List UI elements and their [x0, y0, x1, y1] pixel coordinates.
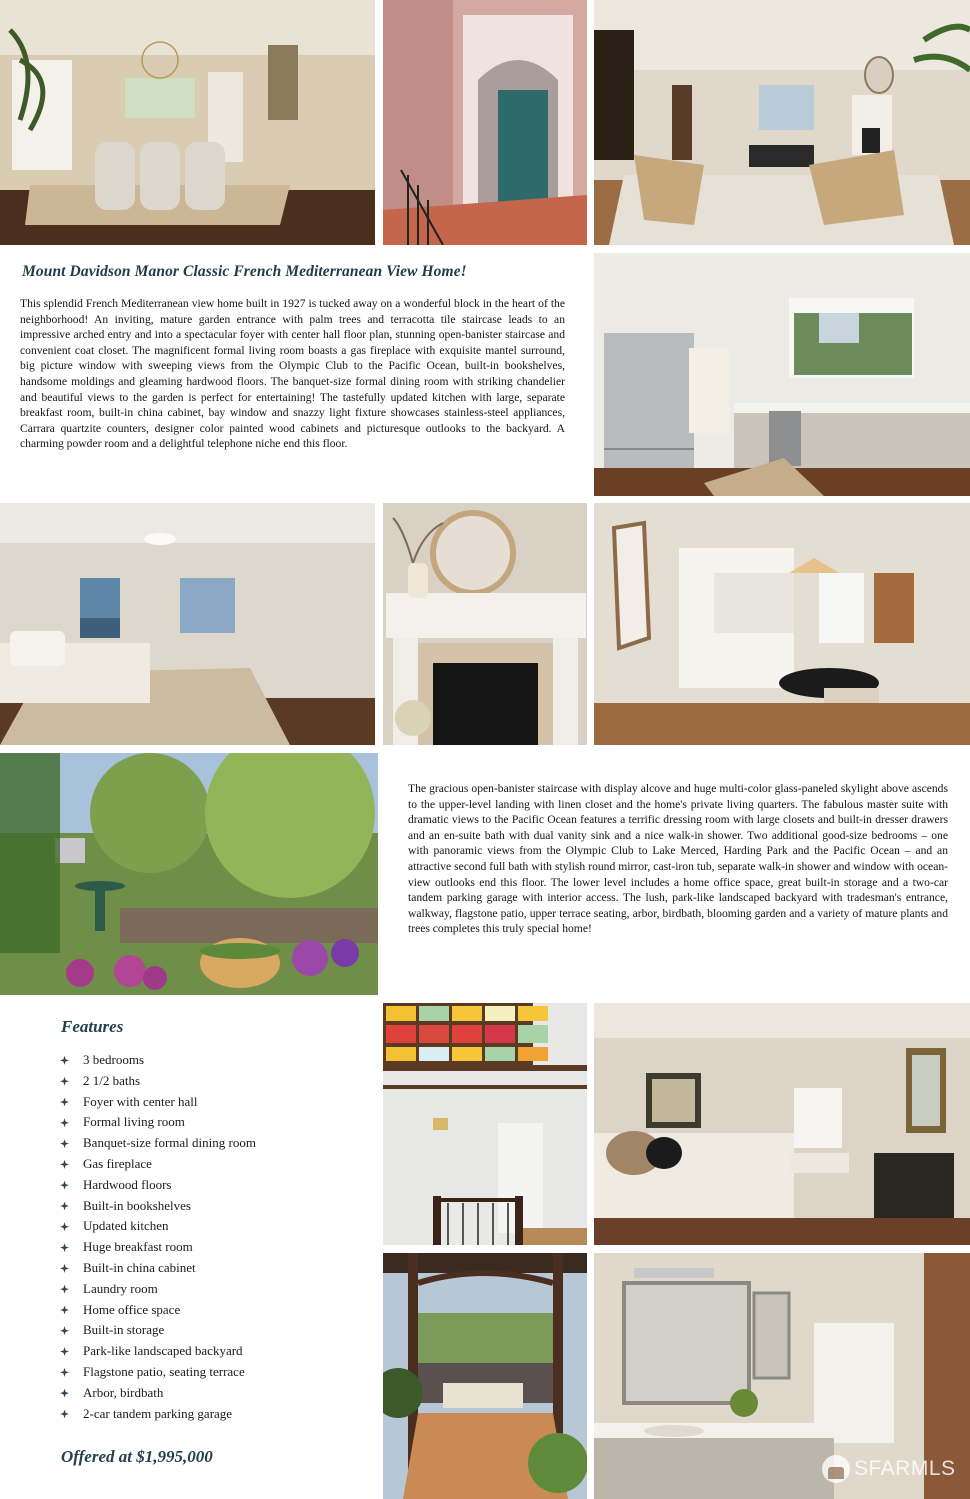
diamond-star-icon [60, 1222, 69, 1231]
diamond-star-icon [60, 1347, 69, 1356]
feature-item: Huge breakfast room [58, 1237, 256, 1258]
feature-item: Built-in china cabinet [58, 1258, 256, 1279]
photo-kitchen [594, 253, 970, 496]
feature-item: 2-car tandem parking garage [58, 1404, 256, 1425]
photo-breakfast-room [594, 503, 970, 745]
diamond-star-icon [60, 1118, 69, 1127]
feature-item: Flagstone patio, seating terrace [58, 1362, 256, 1383]
feature-item: Updated kitchen [58, 1216, 256, 1237]
diamond-star-icon [60, 1368, 69, 1377]
photo-garden [0, 753, 378, 995]
photo-fireplace [383, 503, 587, 745]
feature-item: 2 1/2 baths [58, 1071, 256, 1092]
diamond-star-icon [60, 1160, 69, 1169]
feature-item: Laundry room [58, 1279, 256, 1300]
diamond-star-icon [60, 1139, 69, 1148]
features-heading: Features [61, 1017, 124, 1036]
diamond-star-icon [60, 1285, 69, 1294]
feature-item: Foyer with center hall [58, 1092, 256, 1113]
photo-skylight [383, 1003, 587, 1245]
mls-watermark: SFARMLS [822, 1455, 956, 1483]
diamond-star-icon [60, 1056, 69, 1065]
diamond-star-icon [60, 1409, 69, 1418]
feature-item: Park-like landscaped backyard [58, 1341, 256, 1362]
photo-bedroom-2 [594, 1003, 970, 1245]
diamond-star-icon [60, 1181, 69, 1190]
sfar-logo-icon [822, 1455, 850, 1483]
description-paragraph-2: The gracious open-banister staircase with display alcove and huge multi-color glass-paneled skylight above ascends to the upper-level landing with linen closet and the home's private living quarters. The fabulous master suite with dramatic views to the Pacific Ocean features a terrific dressing room with large closets and built-in dresser drawers and an en-suite bath with dual vanity sink and a nice walk-in shower. Two additional good-size bedrooms – one with panoramic views from the Olympic Club to Lake Merced, Harding Park and the Pacific Ocean – and an attractive second full bath with stylish round mirror, cast-iron tub, separate walk-in shower and window with ocean-view outlooks end this floor. The lower level includes a home office space, great built-in storage and a two-car tandem parking garage with interior access. The lush, park-like landscaped backyard with tradesman's entrance, walkway, flagstone patio, upper terrace seating, arbor, birdbath, blooming garden and a variety of mature plants and trees completes this truly special home! [408, 782, 948, 936]
diamond-star-icon [60, 1077, 69, 1086]
description-paragraph-1: This splendid French Mediterranean view home built in 1927 is tucked away on a wonderful block in the heart of the neighborhood! An inviting, mature garden entrance with palm trees and terracotta tile staircase leads to an impressive arched entry and into a spectacular foyer with center hall floor plan, stunning open-banister staircase and convenient coat closet. The magnificent formal living room boasts a gas fireplace with exquisite mantel surround, big picture window with sweeping views from the Olympic Club to the Pacific Ocean, built-in bookshelves, handsome moldings and gleaming hardwood floors. The banquet-size formal dining room with striking chandelier and beautiful views to the garden is perfect for entertaining! The tastefully updated kitchen with large, separate breakfast room, built-in china cabinet, bay window and snazzy light fixture showcases stainless-steel appliances, Carrara quartzite counters, designer color painted wood cabinets and picturesque outlooks to the backyard. A charming powder room and a delightful telephone niche end this floor. [20, 297, 565, 451]
photo-arbor-patio [383, 1253, 587, 1499]
diamond-star-icon [60, 1326, 69, 1335]
feature-item: Built-in bookshelves [58, 1196, 256, 1217]
diamond-star-icon [60, 1201, 69, 1210]
diamond-star-icon [60, 1305, 69, 1314]
page-title: Mount Davidson Manor Classic French Mediterranean View Home! [22, 263, 467, 280]
photo-front-entry [383, 0, 587, 245]
feature-item: Arbor, birdbath [58, 1383, 256, 1404]
feature-item: Hardwood floors [58, 1175, 256, 1196]
feature-item: 3 bedrooms [58, 1050, 256, 1071]
diamond-star-icon [60, 1264, 69, 1273]
offered-price: Offered at $1,995,000 [61, 1447, 213, 1466]
photo-bedroom-view [0, 503, 375, 745]
feature-item: Built-in storage [58, 1320, 256, 1341]
diamond-star-icon [60, 1243, 69, 1252]
photo-dining-room [0, 0, 375, 245]
diamond-star-icon [60, 1097, 69, 1106]
features-list [58, 1050, 256, 1424]
photo-living-room [594, 0, 970, 245]
feature-item: Formal living room [58, 1112, 256, 1133]
feature-item: Gas fireplace [58, 1154, 256, 1175]
feature-item: Home office space [58, 1300, 256, 1321]
feature-item: Banquet-size formal dining room [58, 1133, 256, 1154]
diamond-star-icon [60, 1389, 69, 1398]
